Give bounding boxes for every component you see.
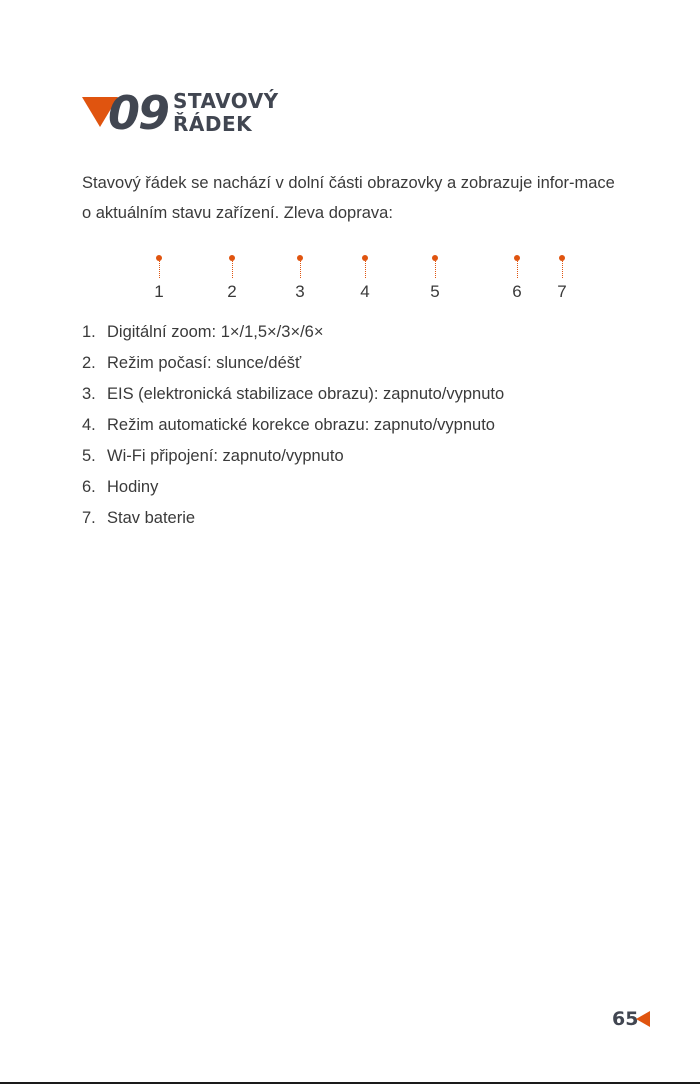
chapter-title [173, 90, 373, 136]
marker-stem [435, 261, 436, 278]
status-marker [147, 255, 171, 302]
chapter-number: 09 [108, 86, 169, 140]
legend-item-text: Wi-Fi připojení: zapnuto/vypnuto [107, 447, 344, 465]
legend-item-number: 5. [82, 447, 96, 465]
marker-stem [562, 261, 563, 278]
status-legend-list [82, 317, 504, 534]
marker-number: 7 [557, 282, 567, 301]
triangle-left-icon [636, 1011, 650, 1027]
chapter-title-line-2: ŘÁDEK [173, 112, 253, 136]
marker-number: 2 [227, 282, 237, 301]
legend-item-text: Hodiny [107, 478, 159, 496]
status-marker [423, 255, 447, 302]
status-marker [353, 255, 377, 302]
legend-item-number: 2. [82, 354, 96, 372]
legend-item [82, 379, 504, 410]
marker-stem [159, 261, 160, 278]
legend-item-text: Digitální zoom: 1×/1,5×/3×/6× [107, 323, 324, 341]
marker-number: 1 [154, 282, 164, 301]
marker-stem [365, 261, 366, 278]
legend-item [82, 503, 504, 534]
legend-item-text: EIS (elektronická stabilizace obrazu): zapnuto/vypnuto [107, 385, 505, 403]
status-marker [505, 255, 529, 302]
legend-item-number: 4. [82, 416, 96, 434]
legend-item-number: 7. [82, 509, 96, 527]
marker-stem [300, 261, 301, 278]
status-bar-diagram [0, 255, 700, 305]
legend-item [82, 441, 504, 472]
status-marker [288, 255, 312, 302]
marker-number: 5 [430, 282, 440, 301]
marker-stem [232, 261, 233, 278]
legend-item-number: 3. [82, 385, 96, 403]
intro-paragraph: Stavový řádek se nachází v dolní části obrazovky a zobrazuje infor-mace o aktuálním stavu zařízení. Zleva doprava: [82, 174, 615, 222]
marker-number: 3 [295, 282, 305, 301]
chapter-title-line-1: STAVOVÝ [173, 89, 279, 113]
status-marker [550, 255, 574, 302]
legend-item-text: Režim automatické korekce obrazu: zapnuto/vypnuto [107, 416, 495, 434]
marker-number: 4 [360, 282, 370, 301]
marker-number: 6 [512, 282, 522, 301]
legend-item-text: Režim počasí: slunce/déšť [107, 354, 302, 372]
legend-item-number: 1. [82, 323, 96, 341]
legend-item [82, 317, 504, 348]
page-number: 65 [612, 1008, 639, 1030]
legend-item [82, 348, 504, 379]
marker-stem [517, 261, 518, 278]
status-marker [220, 255, 244, 302]
legend-item-number: 6. [82, 478, 96, 496]
legend-item [82, 410, 504, 441]
legend-item [82, 472, 504, 503]
legend-item-text: Stav baterie [107, 509, 196, 527]
